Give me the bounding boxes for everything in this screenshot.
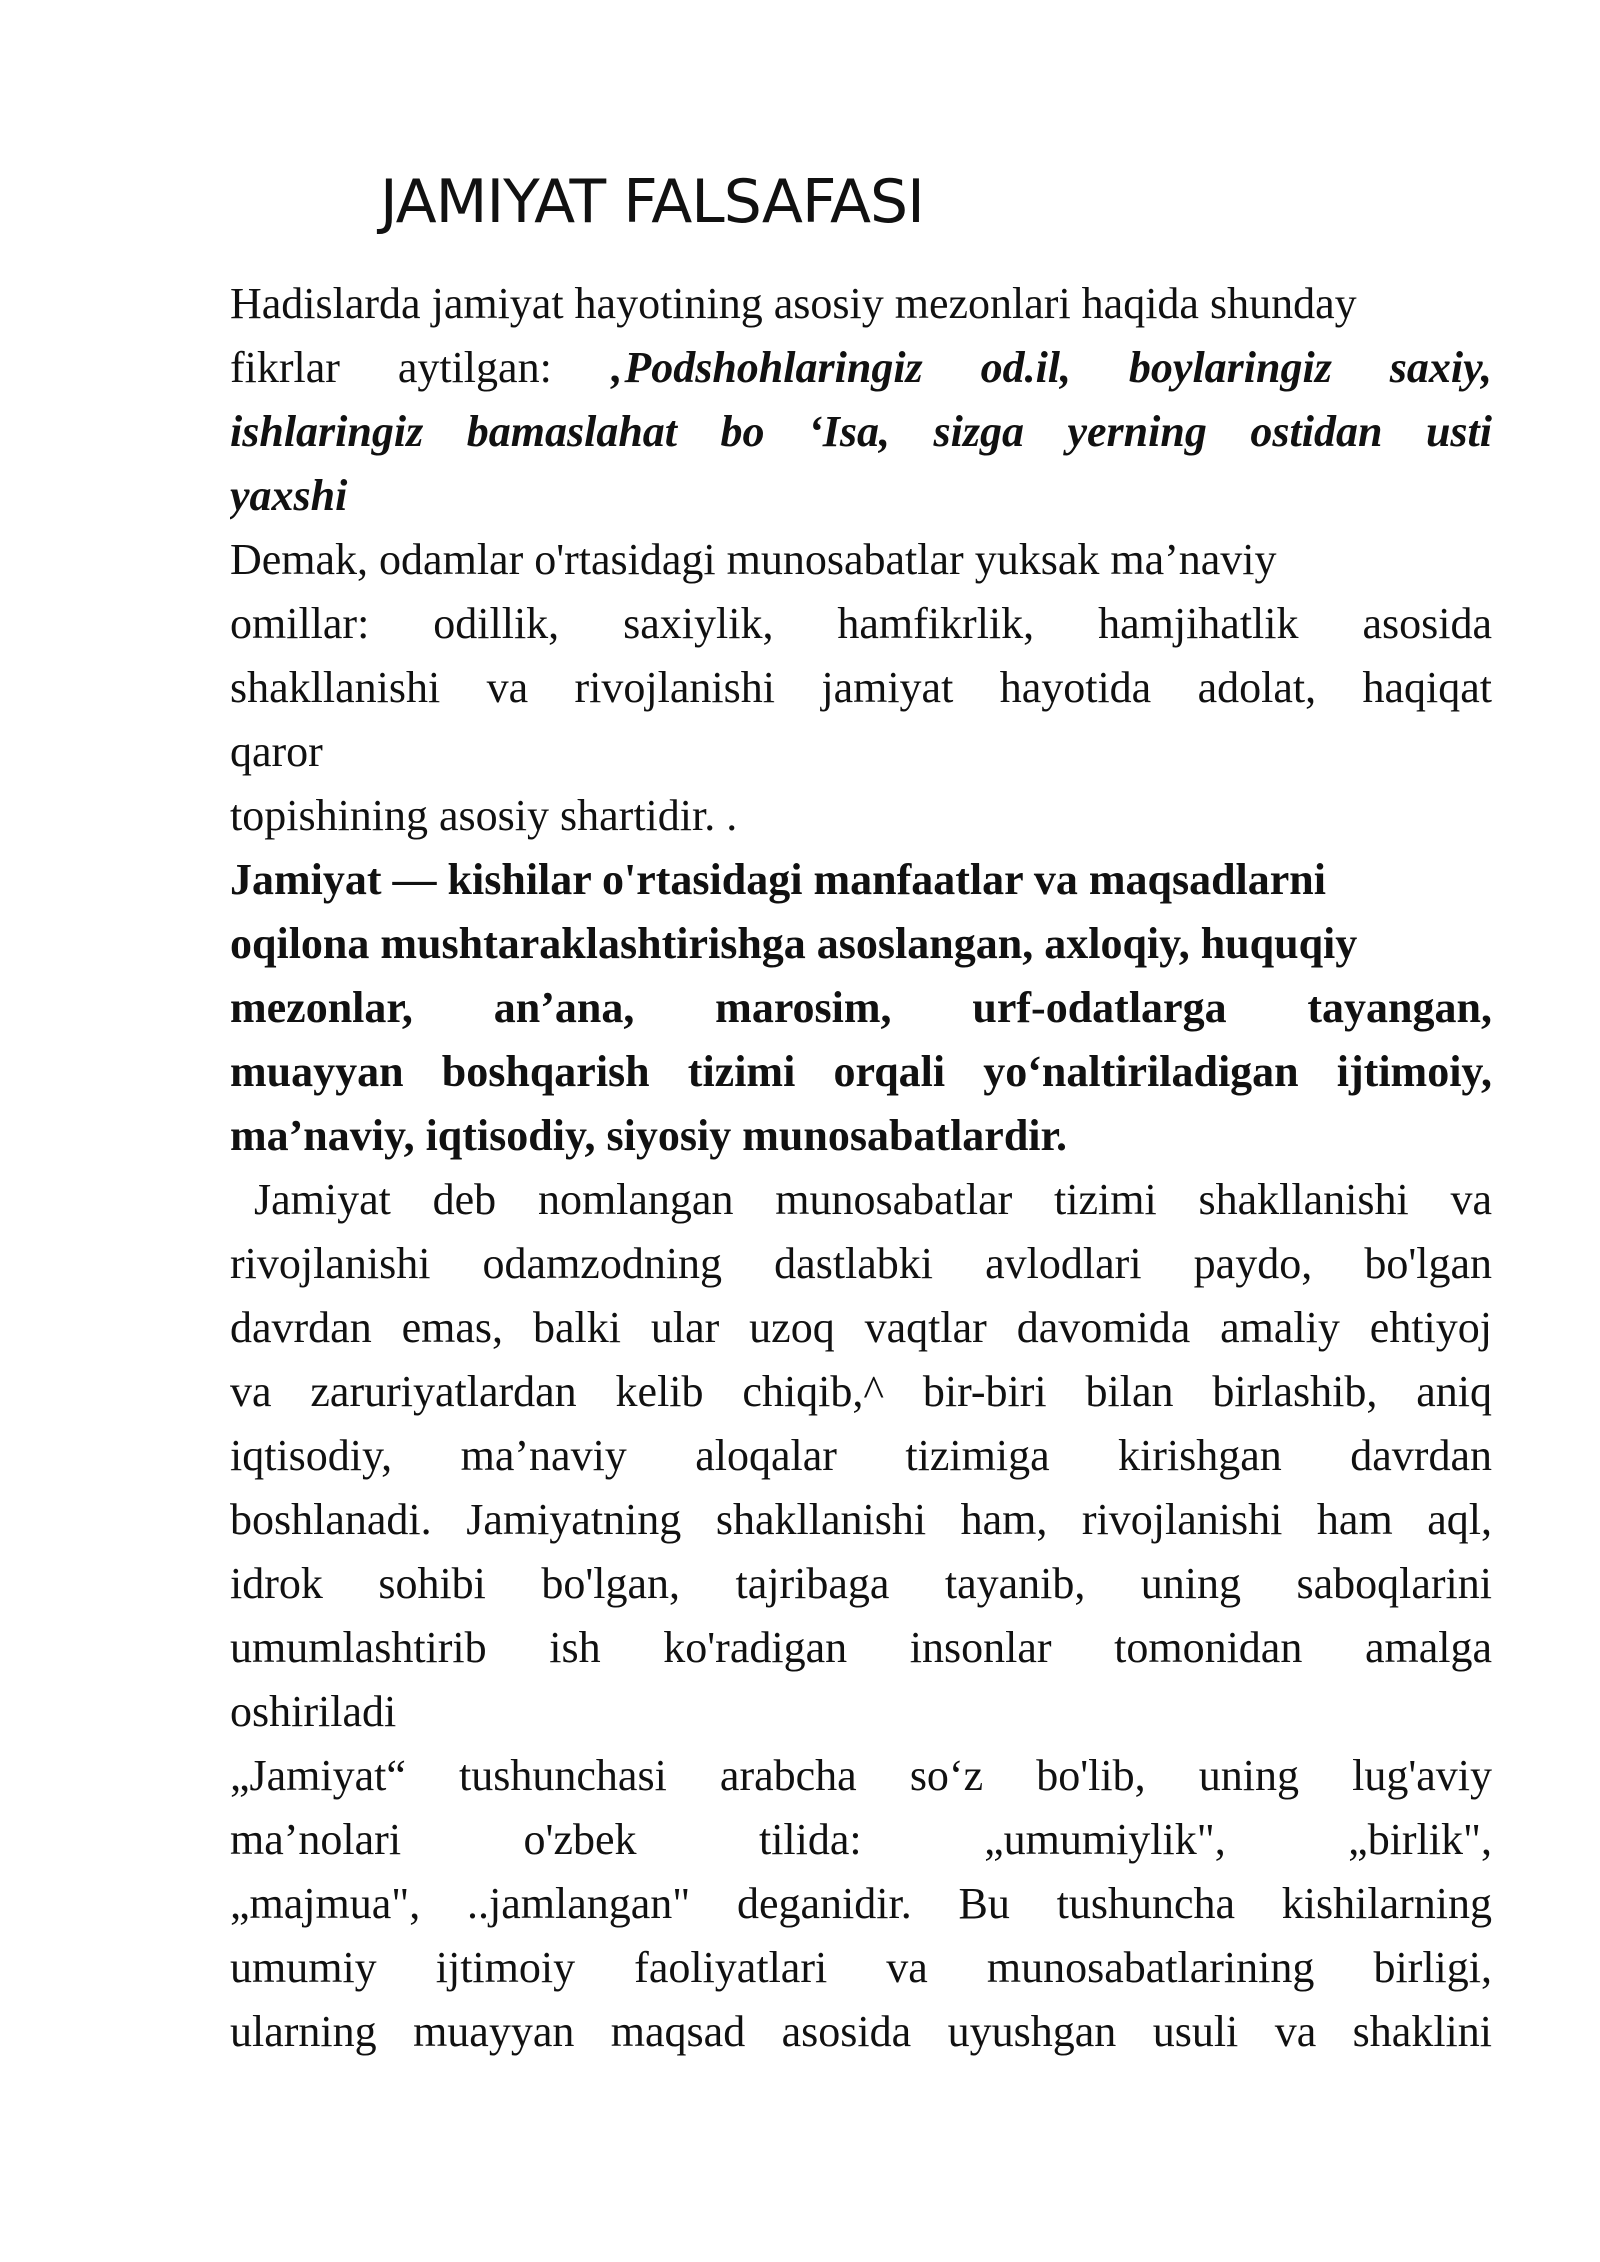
text-line: shakllanishi va rivojlanishi jamiyat hayotida adolat, haqiqat [230, 663, 1492, 712]
text-line: omillar: odillik, saxiylik, hamfikrlik, hamjihatlik asosida [230, 599, 1492, 648]
text-line: ularning muayyan maqsad asosida uyushgan usuli va shaklini [230, 2007, 1492, 2056]
text-line: rivojlanishi odamzodning dastlabki avlodlari paydo, bo'lgan [230, 1239, 1492, 1288]
text-line: „majmua", ..jamlangan" deganidir. Bu tushuncha kishilarning [230, 1879, 1492, 1928]
text-line: davrdan emas, balki ular uzoq vaqtlar davomida amaliy ehtiyoj [230, 1303, 1492, 1352]
text-line: umumlashtirib ish ko'radigan insonlar tomonidan amalga [230, 1623, 1492, 1672]
text-line: umumiy ijtimoiy faoliyatlari va munosabatlarining birligi, [230, 1943, 1492, 1992]
text-line: Jamiyat deb nomlangan munosabatlar tizimi shakllanishi va [254, 1175, 1492, 1224]
quote-emphasis: ‚Podshohlaringiz od.il, boylaringiz saxiy, [609, 343, 1492, 392]
text-line: yaxshi [230, 471, 348, 520]
text-line: topishining asosiy shartidir. . [230, 791, 738, 840]
text-line: va zaruriyatlardan kelib chiqib,^ bir-biri bilan birlashib, aniq [230, 1367, 1492, 1416]
text-line: Hadislarda jamiyat hayotining asosiy mezonlari haqida shunday [230, 279, 1357, 328]
text-line: ma’nolari o'zbek tilida: „umumiylik", „birlik", [230, 1815, 1492, 1864]
text-line: boshlanadi. Jamiyatning shakllanishi ham, rivojlanishi ham aql, [230, 1495, 1492, 1544]
text-line: fikrlar aytilgan: ‚Podshohlaringiz od.il, boylaringiz saxiy, [230, 343, 1492, 392]
text-line: oshiriladi [230, 1687, 397, 1736]
text-line: ishlaringiz bamaslahat bo ‘Isa, sizga yerning ostidan usti [230, 407, 1492, 456]
text-line: Demak, odamlar o'rtasidagi munosabatlar yuksak ma’naviy [230, 535, 1277, 584]
text-line: qaror [230, 727, 323, 776]
definition-line: Jamiyat — kishilar o'rtasidagi manfaatlar va maqsadlarni [230, 855, 1327, 904]
text-line: iqtisodiy, ma’naviy aloqalar tizimiga kirishgan davrdan [230, 1431, 1492, 1480]
document-body [230, 272, 1492, 2064]
text-line: idrok sohibi bo'lgan, tajribaga tayanib, uning saboqlarini [230, 1559, 1492, 1608]
document-title: JAMIYAT FALSAFASI [380, 167, 924, 237]
definition-line: ma’naviy, iqtisodiy, siyosiy munosabatlardir. [230, 1111, 1068, 1160]
definition-line: oqilona mushtaraklashtirishga asoslangan, axloqiy, huquqiy [230, 919, 1358, 968]
text-line: „Jamiyat“ tushunchasi arabcha so‘z bo'lib, uning lug'aviy [230, 1751, 1492, 1800]
definition-line: mezonlar, an’ana, marosim, urf-odatlarga tayangan, [230, 983, 1492, 1032]
definition-line: muayyan boshqarish tizimi orqali yo‘naltiriladigan ijtimoiy, [230, 1047, 1492, 1096]
